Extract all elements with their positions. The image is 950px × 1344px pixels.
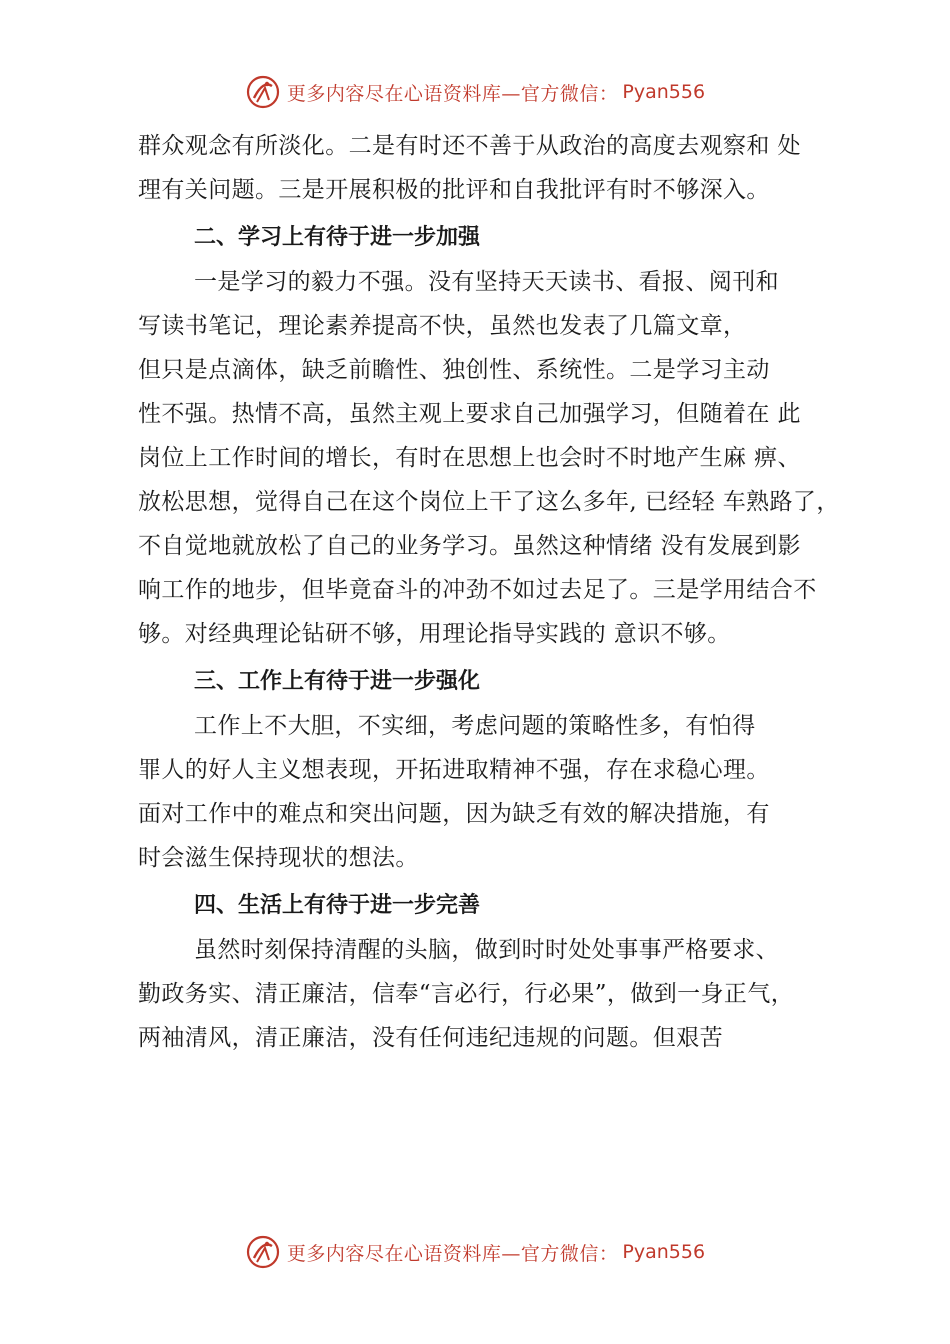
paragraph-line: 但只是点滴体，缺乏前瞻性、独创性、系统性。二是学习主动 [138, 357, 770, 383]
footer-banner [0, 1230, 950, 1274]
paragraph-line: 写读书笔记，理论素养提高不快，虽然也发表了几篇文章， [138, 313, 747, 339]
section-heading: 三、工作上有待于进一步强化 [194, 669, 481, 694]
paragraph-line: 够。对经典理论钻研不够，用理论指导实践的 意识不够。 [138, 621, 731, 647]
paragraph-line: 放松思想，觉得自己在这个岗位上干了这么多年, 已经轻 车熟路了， [138, 489, 840, 515]
banner-text: 更多内容尽在心语资料库—官方微信： [286, 82, 619, 105]
banner-handle: Pyan556 [622, 81, 706, 103]
paragraph-line: 两袖清风，清正廉洁，没有任何违纪违规的问题。但艰苦 [138, 1025, 723, 1051]
paragraph-line: 工作上不大胆，不实细，考虑问题的策略性多，有怕得 [194, 713, 756, 739]
section-heading: 二、学习上有待于进一步加强 [194, 225, 481, 250]
paragraph-line: 不自觉地就放松了自己的业务学习。虽然这种情绪 没有发展到影 [138, 533, 801, 559]
paragraph-line: 面对工作中的难点和突出问题，因为缺乏有效的解决措施，有 [138, 801, 770, 827]
paragraph-line: 一是学习的毅力不强。没有坚持天天读书、看报、阅刊和 [194, 269, 779, 295]
section-heading: 四、生活上有待于进一步完善 [194, 893, 481, 918]
paragraph-line: 岗位上工作时间的增长，有时在思想上也会时不时地产生麻 痹、 [138, 445, 801, 471]
paragraph-line: 群众观念有所淡化。二是有时还不善于从政治的高度去观察和 处 [138, 133, 801, 159]
brand-logo-icon [245, 1234, 281, 1270]
paragraph-line: 性不强。热情不高，虽然主观上要求自己加强学习，但随着在 此 [138, 401, 801, 427]
paragraph-line: 罪人的好人主义想表现，开拓进取精神不强，存在求稳心理。 [138, 757, 770, 783]
paragraph-line: 勤政务实、清正廉洁，信奉“言必行，行必果”，做到一身正气， [138, 981, 795, 1007]
banner-text: 更多内容尽在心语资料库—官方微信： [286, 1242, 619, 1265]
paragraph-line: 响工作的地步，但毕竟奋斗的冲劲不如过去足了。三是学用结合不 [138, 577, 817, 603]
paragraph-line: 时会滋生保持现状的想法。 [138, 845, 419, 871]
brand-logo-icon [245, 74, 281, 110]
header-banner [0, 70, 950, 114]
paragraph-line: 理有关问题。三是开展积极的批评和自我批评有时不够深入。 [138, 177, 770, 203]
banner-handle: Pyan556 [622, 1241, 706, 1263]
document-body [138, 124, 858, 1060]
paragraph-line: 虽然时刻保持清醒的头脑，做到时时处处事事严格要求、 [194, 937, 779, 963]
